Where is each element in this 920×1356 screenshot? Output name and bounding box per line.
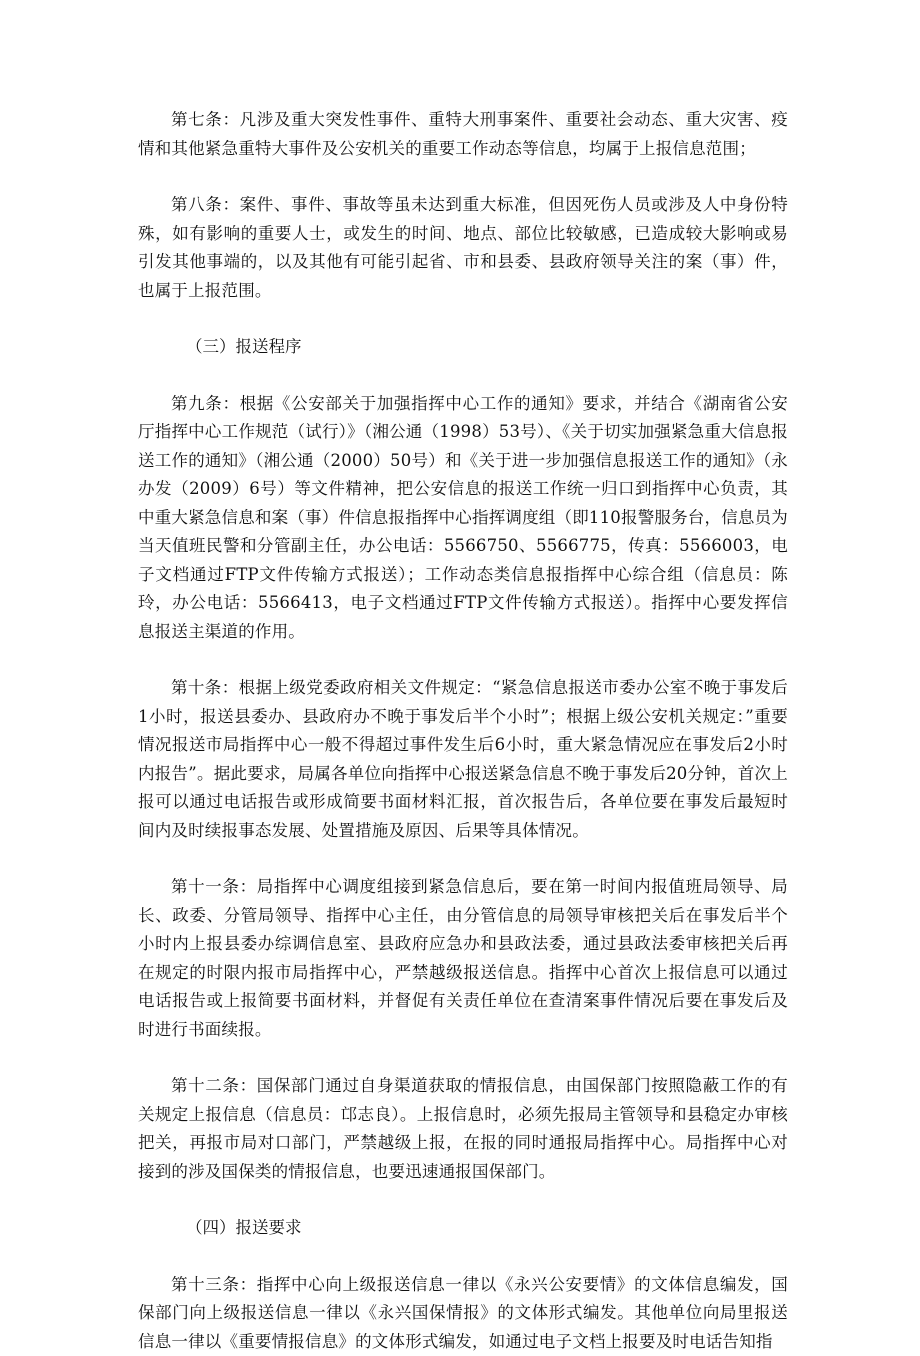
article-10: 第十条：根据上级党委政府相关文件规定：“紧急信息报送市委办公室不晚于事发后1小时，报送县委办、县政府办不晚于事发后半个小时”；根据上级公安机关规定：”重要情况报送市局指挥中心一般不得超过事件发生后6小时，重大紧急情况应在事发后2小时内报告”。据此要求，局属各单位向指挥中心报送紧急信息不晚于事发后20分钟，首次上报可以通过电话报告或形成简要书面材料汇报，首次报告后，各单位要在事发后最短时间内及时续报事态发展、处置措施及原因、后果等具体情况。 (138, 674, 788, 845)
article-13: 第十三条：指挥中心向上级报送信息一律以《永兴公安要情》的文体信息编发，国保部门向上级报送信息一律以《永兴国保情报》的文体形式编发。其他单位向局里报送信息一律以《重要情报信息》的文体形式编发，如通过电子文档上报要及时电话告知指 (138, 1271, 788, 1356)
paragraph-gap (138, 1044, 788, 1072)
paragraph-gap (138, 305, 788, 333)
paragraph-gap (138, 646, 788, 674)
article-8: 第八条：案件、事件、事故等虽未达到重大标准，但因死伤人员或涉及人中身份特殊，如有影响的重要人士，或发生的时间、地点、部位比较敏感，已造成较大影响或易引发其他事端的，以及其他有可能引起省、市和县委、县政府领导关注的案（事）件，也属于上报范围。 (138, 191, 788, 305)
paragraph-gap (138, 845, 788, 873)
section-3-heading: （三）报送程序 (138, 333, 788, 362)
article-7: 第七条：凡涉及重大突发性事件、重特大刑事案件、重要社会动态、重大灾害、疫情和其他紧急重特大事件及公安机关的重要工作动态等信息，均属于上报信息范围； (138, 106, 788, 163)
paragraph-gap (138, 1243, 788, 1271)
paragraph-gap (138, 163, 788, 191)
paragraph-gap (138, 1186, 788, 1214)
document-page (138, 106, 788, 1356)
article-12: 第十二条：国保部门通过自身渠道获取的情报信息，由国保部门按照隐蔽工作的有关规定上报信息（信息员：邙志良）。上报信息时，必须先报局主管领导和县稳定办审核把关，再报市局对口部门，严禁越级上报，在报的同时通报局指挥中心。局指挥中心对接到的涉及国保类的情报信息，也要迅速通报国保部门。 (138, 1072, 788, 1186)
paragraph-gap (138, 362, 788, 390)
article-9: 第九条：根据《公安部关于加强指挥中心工作的通知》要求，并结合《湖南省公安厅指挥中心工作规范（试行）》（湘公通（1998）53号）、《关于切实加强紧急重大信息报送工作的通知》（湘公通（2000）50号）和《关于进一步加强信息报送工作的通知》（永办发（2009）6号）等文件精神，把公安信息的报送工作统一归口到指挥中心负责，其中重大紧急信息和案（事）件信息报指挥中心指挥调度组（即110报警服务台，信息员为当天值班民警和分管副主任，办公电话：5566750、5566775，传真：5566003，电子文档通过FTP文件传输方式报送）；工作动态类信息报指挥中心综合组（信息员：陈玲，办公电话：5566413，电子文档通过FTP文件传输方式报送）。指挥中心要发挥信息报送主渠道的作用。 (138, 390, 788, 647)
article-11: 第十一条：局指挥中心调度组接到紧急信息后，要在第一时间内报值班局领导、局长、政委、分管局领导、指挥中心主任，由分管信息的局领导审核把关后在事发后半个小时内上报县委办综调信息室、县政府应急办和县政法委，通过县政法委审核把关后再在规定的时限内报市局指挥中心，严禁越级报送信息。指挥中心首次上报信息可以通过电话报告或上报简要书面材料，并督促有关责任单位在查清案事件情况后要在事发后及时进行书面续报。 (138, 873, 788, 1044)
section-4-heading: （四）报送要求 (138, 1214, 788, 1243)
